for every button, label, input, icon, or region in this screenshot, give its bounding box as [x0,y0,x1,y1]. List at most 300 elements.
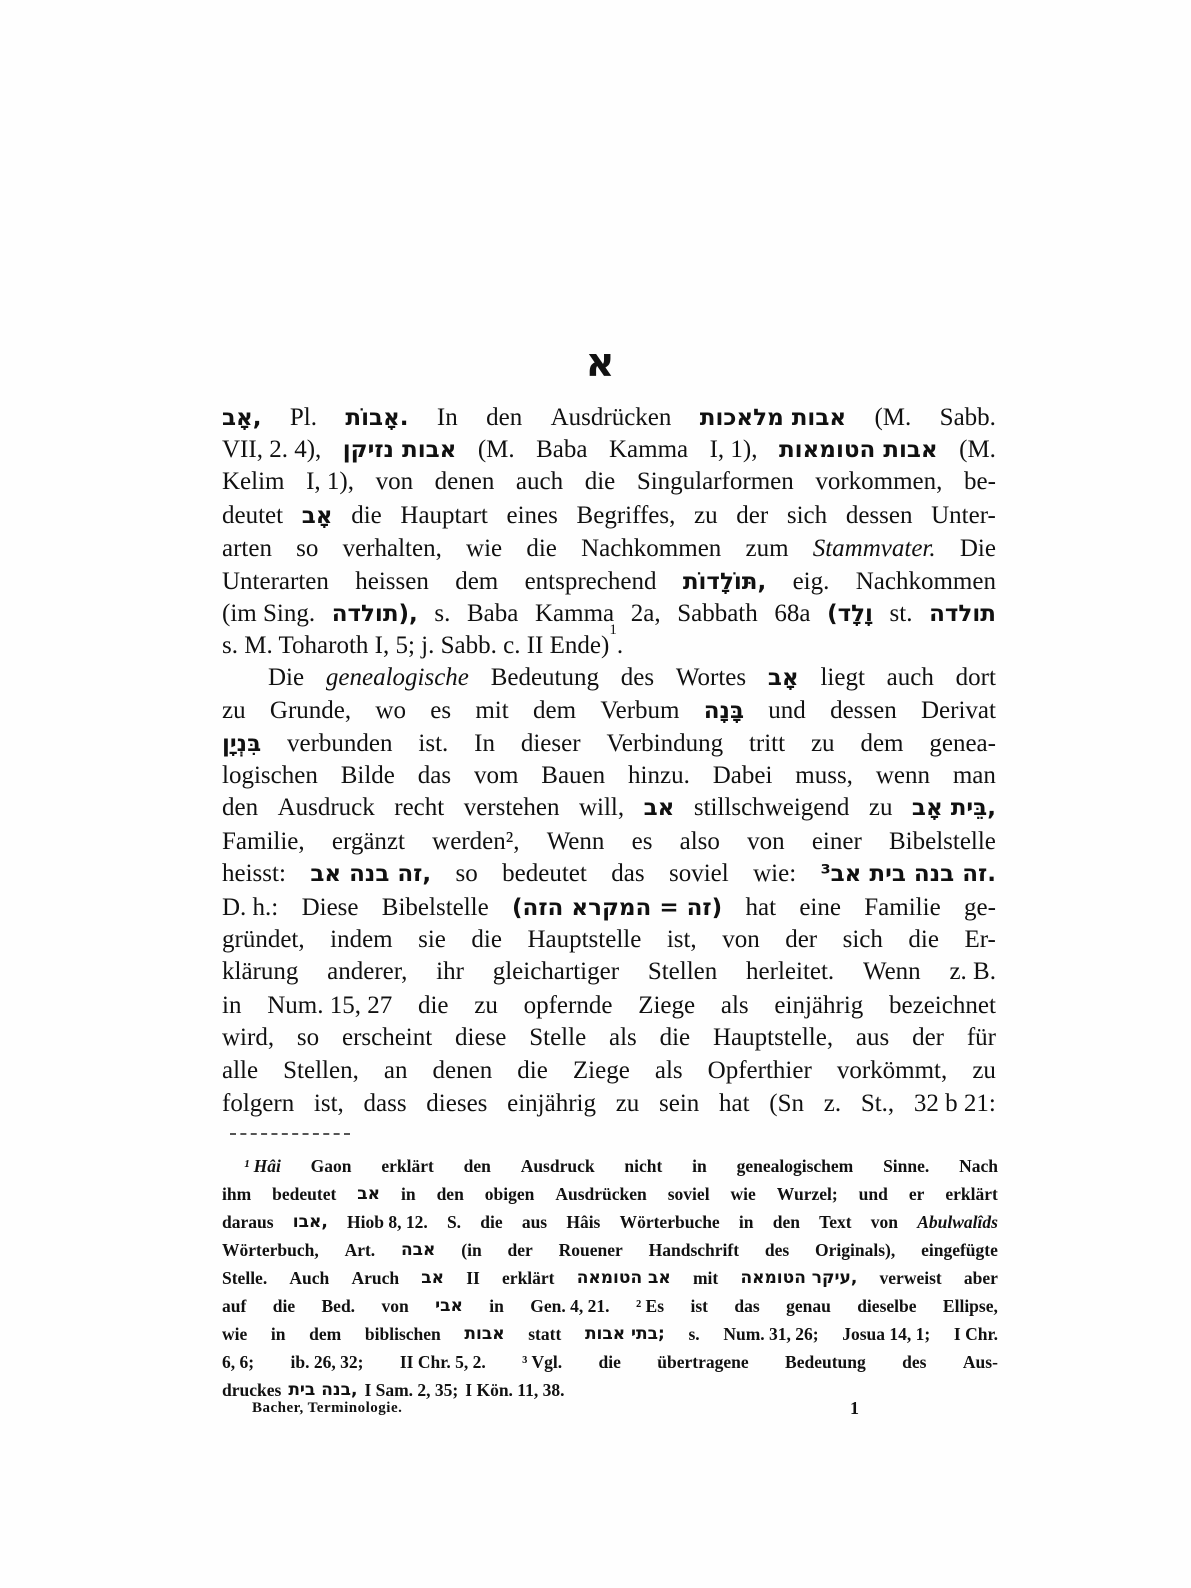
footnote-word: er [908,1184,925,1204]
footnote-word: אבו, [292,1212,328,1232]
footnote-word: Bedeutung [785,1352,866,1372]
word: diese [455,1024,507,1051]
word: אָב [301,503,333,529]
word: (וָלָד [827,601,873,627]
word: dieses [426,1090,488,1117]
word: Stelle [529,1024,587,1051]
footnote-word: dieselbe [857,1296,917,1316]
word: die [351,502,382,529]
footnote-word: den [436,1184,464,1204]
footnote-word: nicht [624,1156,663,1176]
footnote-word: Wurzel; [776,1184,838,1204]
footnote-word: druckes [222,1380,282,1400]
word: verhalten, [342,535,442,562]
word: Bauen [541,762,606,789]
word: zu [222,697,246,724]
word: Verbindung [606,730,724,757]
word: von [375,468,414,495]
word: (זה = המקרא הזה) [512,895,723,921]
text-line [222,1055,996,1087]
word: auch [886,664,934,691]
footnote-word: Ausdrücken [555,1184,647,1204]
word: אָב, [222,405,262,431]
word: ist, [666,926,697,953]
word: Stellen, [283,1057,359,1084]
word: die [526,535,557,562]
word: werden², [432,828,520,855]
footnote-word: in [489,1296,504,1316]
word: so [455,860,478,887]
footnote-word: Nach [959,1156,998,1176]
word: אבות הטומאות [778,437,938,463]
word: Die [268,664,305,691]
word: Sabbath [677,600,758,627]
footnote-line [222,1208,998,1236]
footnote-word: statt [528,1324,562,1344]
word: זה בנה אב, [310,861,432,887]
footnote-word: mit [692,1268,719,1288]
word: arten [222,535,272,562]
word: sein [659,1090,700,1117]
word: so [296,1024,320,1051]
footnote-word: wie [730,1184,756,1204]
word: אבות מלאכות [699,405,847,431]
footnote-word: בתי אבות; [584,1324,665,1344]
word: (Sn [769,1090,805,1117]
word: aus [855,1024,890,1051]
word: sich [842,926,883,953]
word: Ausdruck [277,794,375,821]
footnote-word: in [738,1212,754,1232]
word: eig. [792,568,830,595]
word: D. h.: [222,894,279,921]
word: I, 1), [709,436,758,463]
word: Kamma [534,600,615,627]
word: s. M. Toharoth I, 5; j. Sabb. c. II Ende) [222,632,610,659]
word: dem [860,730,904,757]
word: s. [434,600,451,627]
footnote-word: אב הטומאה [576,1268,671,1288]
word: der [736,502,769,529]
footnote-word: אבות [464,1324,505,1344]
word: תולדה), [331,601,418,627]
footnote-word: übertragene [657,1352,749,1372]
word: Dabei [712,762,773,789]
word: zu [868,794,893,821]
word: wie: [753,860,797,887]
word: recht [394,794,445,821]
footnote-word: Gen. 4, 21. [530,1296,610,1316]
footnote-word: in [270,1324,286,1344]
word: genea- [929,730,996,757]
text-line [222,695,996,727]
footnote-word: aus [521,1212,548,1232]
footnote-word: von [870,1212,899,1232]
word: Kelim [222,468,285,495]
text-line [222,792,996,824]
word: dessen [845,502,913,529]
word: für [966,1024,996,1051]
word: eine [799,894,841,921]
word: dem [455,568,499,595]
footnote-word: אב [421,1268,445,1288]
word: zu [474,992,498,1019]
footnote-word: ² Es [635,1296,665,1316]
word: Er- [964,926,996,953]
footnote-word: dem [309,1324,342,1344]
word: vom [473,762,519,789]
footnote-word: bedeutet [272,1184,337,1204]
word: mit [475,697,509,724]
word: denen [432,1057,493,1084]
word: Hauptstelle, [712,1024,834,1051]
word: klärung [222,958,299,985]
word: Familie, [222,828,305,855]
word: alle [222,1057,259,1084]
word: die [517,1057,548,1084]
footnote-word: die [272,1296,296,1316]
footnote-word: אבי [435,1296,463,1316]
word: anderer, [327,958,408,985]
word: ge- [963,894,996,921]
word: ergänzt [331,828,405,855]
word: hinzu. [628,762,690,789]
text-line [222,1022,996,1054]
footnote-word: ib. 26, 32; [290,1352,364,1372]
footnote-word: Hâis [566,1212,601,1232]
footnote-word: den [463,1156,491,1176]
word: dieser [520,730,581,757]
word: Wortes [675,664,747,691]
footnote-word: (in [461,1240,482,1260]
word: Wenn [546,828,605,855]
word: zu [615,1090,640,1117]
footnote-word: S. [446,1212,462,1232]
word: eines [506,502,558,529]
text-line [222,402,996,434]
word: soviel [668,860,729,887]
word: אבות נזיקן [342,437,457,463]
word: wenn [875,762,930,789]
word: st. [889,600,913,627]
text-line [222,466,996,498]
word: In [474,730,495,757]
word: 2a, [630,600,661,627]
footnote-word: genealogischem [736,1156,854,1176]
word: 32 b 21: [913,1090,996,1117]
word: I, 1), [306,468,354,495]
word: der [912,1024,944,1051]
word: Opferthier [707,1057,812,1084]
text-line [222,990,996,1022]
word: die [908,926,939,953]
word: bezeichnet [889,992,996,1019]
footnote-word: obigen [484,1184,535,1204]
word: בֵּית אָב, [911,795,996,821]
word: stillschweigend [693,794,850,821]
word: logischen [222,762,318,789]
word: so [296,535,319,562]
footnote-word: ist [690,1296,708,1316]
footnote-word: Auch [289,1268,330,1288]
word: zu [694,502,718,529]
footnote-word: אב [357,1184,381,1204]
footnote-word: II [466,1268,480,1288]
footnote-word: Stelle. [222,1268,268,1288]
running-footer-title: Bacher, Terminologie. [252,1400,403,1416]
word: 68a [774,600,811,627]
word: (M. [477,436,515,463]
word: VII, 2. 4), [222,436,322,463]
text-line [222,566,996,598]
word: תּוֹלָדוֹת, [682,569,767,595]
word: Ziege [572,1057,630,1084]
word: dem [532,697,577,724]
word: אָב [767,665,799,691]
word: Ausdrücken [550,404,672,431]
word: es [430,697,452,724]
word: es [631,828,653,855]
text-line [222,533,996,565]
word: tritt [748,730,786,757]
word: Verbum [600,697,680,724]
word: Wenn [862,958,921,985]
word: vorkommen, [815,468,943,495]
footnote-line [222,1320,998,1348]
word: Diese [301,894,359,921]
word: wird, [222,1024,275,1051]
word: St., [860,1090,895,1117]
footnote-word: Num. 31, 26; [723,1324,819,1344]
footnote-word: eingefügte [921,1240,998,1260]
footnote-word: von [381,1296,409,1316]
text-line [222,434,996,466]
word: als [720,992,749,1019]
footnote-word: Josua 14, 1; [842,1324,931,1344]
footnote-word: erklärt [502,1268,555,1288]
footnote-word: בנה בית, [288,1380,358,1400]
section-letter-heading: א [585,340,615,386]
footnote-word: erklärt [945,1184,998,1204]
text-line [222,662,996,694]
word: be- [963,468,996,495]
footnote-word: daraus [222,1212,274,1232]
footnote-word: Art. [344,1240,376,1260]
word: die [471,926,502,953]
word: Baba [536,436,588,463]
word: des [620,664,655,691]
word: Stammvater. [812,535,936,562]
word: muss, [795,762,853,789]
word: und [768,697,806,724]
word: In [436,404,458,431]
word: dass [363,1090,407,1117]
footnote-word: Wörterbuche [619,1212,720,1232]
word: das [611,860,645,887]
word: genealogische [325,664,469,691]
word: zu [972,1057,996,1084]
word: liegt [820,664,865,691]
footnote-word: Gaon [310,1156,352,1176]
word: an [383,1057,408,1084]
word: hat [745,894,777,921]
footnote-word: biblischen [364,1324,441,1344]
word: Singularformen [636,468,794,495]
word: herleitet. [746,958,835,985]
word: בָּנָה [703,698,744,724]
footnote-word: I Sam. 2, 35; [364,1380,459,1400]
word: also [679,828,720,855]
footnote-word: Aus- [962,1352,998,1372]
word: als [654,1057,683,1084]
footnote-word: Text [819,1212,852,1232]
footnote-word: Aruch [351,1268,400,1288]
word: Pl. [289,404,318,431]
footnote-word: I Chr. [953,1324,998,1344]
word: Kamma [608,436,689,463]
word: אָבוֹת. [345,405,409,431]
footnote-word: Handschrift [648,1240,740,1260]
footnote-word: in [401,1184,416,1204]
footnote-line [222,1152,998,1180]
word: sie [418,926,446,953]
word: Hauptart [400,502,488,529]
word: der [785,926,818,953]
word: בִּנְיָן [222,731,262,757]
footnote-word: des [764,1240,790,1260]
word: indem [330,926,393,953]
text-line [222,1088,996,1120]
footnote-line [222,1292,998,1320]
word: (M. [874,404,912,431]
word: Derivat [921,697,996,724]
word: Familie [864,894,941,921]
text-line [222,858,996,890]
footnote-line [222,1236,998,1264]
footnote-word: ihm [222,1184,252,1204]
word: ist, [313,1090,344,1117]
word: זה בנה בית אב³. [820,861,996,887]
footnote-word: wie [222,1324,248,1344]
word: zum [745,535,789,562]
word: als [609,1024,637,1051]
word: Die [959,535,996,562]
footnote-word: Bed. [321,1296,356,1316]
footnote-word: s. [688,1324,700,1344]
word: bedeutet [502,860,587,887]
word: will, [578,794,625,821]
footnote-word: עיקר הטומאה, [740,1268,858,1288]
word: Bibelstelle [888,828,996,855]
footnote-word: Sinne. [883,1156,930,1176]
footnote-divider [230,1133,350,1135]
word: . [616,632,624,659]
word: entsprechend [524,568,657,595]
word: Stellen [647,958,718,985]
footnote-word: ³ Vgl. [522,1352,563,1372]
word: Nachkommen [581,535,722,562]
footnote-word: der [507,1240,533,1260]
word: תולדה [929,601,996,627]
footnote-word: soviel [667,1184,710,1204]
footnote-word: den [772,1212,800,1232]
footnote-word: I Kön. 11, 38. [465,1380,565,1400]
text-line [222,892,996,924]
word: gründet, [222,926,305,953]
footnote-word: erklärt [381,1156,434,1176]
footnote-word: genau [786,1296,831,1316]
text-line [222,622,996,662]
word: von [747,828,785,855]
word: vorkömmt, [836,1057,948,1084]
word: Begriffes, [576,502,676,529]
word: (M. [959,436,996,463]
word: auch [515,468,564,495]
word: wo [375,697,406,724]
footnote-word: die [598,1352,621,1372]
word: opfernde [523,992,613,1019]
word: Unter- [931,502,996,529]
word: wie [466,535,503,562]
word: Grunde, [269,697,352,724]
word: das [417,762,452,789]
footnote-word: אבה [401,1240,436,1260]
text-line [222,924,996,956]
footnote-word: Hiob 8, 12. [347,1212,428,1232]
text-line [222,826,996,858]
footnote-word: die [480,1212,503,1232]
footnote-word: Ellipse, [942,1296,998,1316]
word: Num. 15, 27 [267,992,393,1019]
footnote-line [222,1180,998,1208]
footnote-word: in [692,1156,707,1176]
word: Hauptstelle [527,926,642,953]
word: denen [434,468,495,495]
word: אב [643,795,675,821]
footnote-word: und [858,1184,888,1204]
word: dort [955,664,996,691]
word: ist. [418,730,449,757]
word: in [222,992,242,1019]
word: Unterarten [222,568,329,595]
word: 1 [609,622,617,638]
word: heisst: [222,860,286,887]
footnote-word: ¹ Hâi [244,1156,281,1176]
word: dessen [830,697,897,724]
word: Bedeutung [490,664,600,691]
page-number: 1 [850,1398,859,1418]
word: einjährig [507,1090,596,1117]
word: den [486,404,523,431]
footnote-line [222,1264,998,1292]
word: man [952,762,996,789]
word: die [417,992,449,1019]
word: hat [719,1090,750,1117]
word: deutet [222,502,284,529]
footnote-word: Abulwalîds [917,1212,998,1232]
word: ihr [436,958,464,985]
text-line [222,500,996,532]
text-line [222,956,996,988]
word: verstehen [463,794,560,821]
footnote-word: des [902,1352,927,1372]
word: heissen [355,568,429,595]
footnote-word: aber [963,1268,998,1288]
word: zu [810,730,835,757]
footnote-word: auf [222,1296,247,1316]
footnote-word: II Chr. 5, 2. [399,1352,486,1372]
text-line [222,728,996,760]
